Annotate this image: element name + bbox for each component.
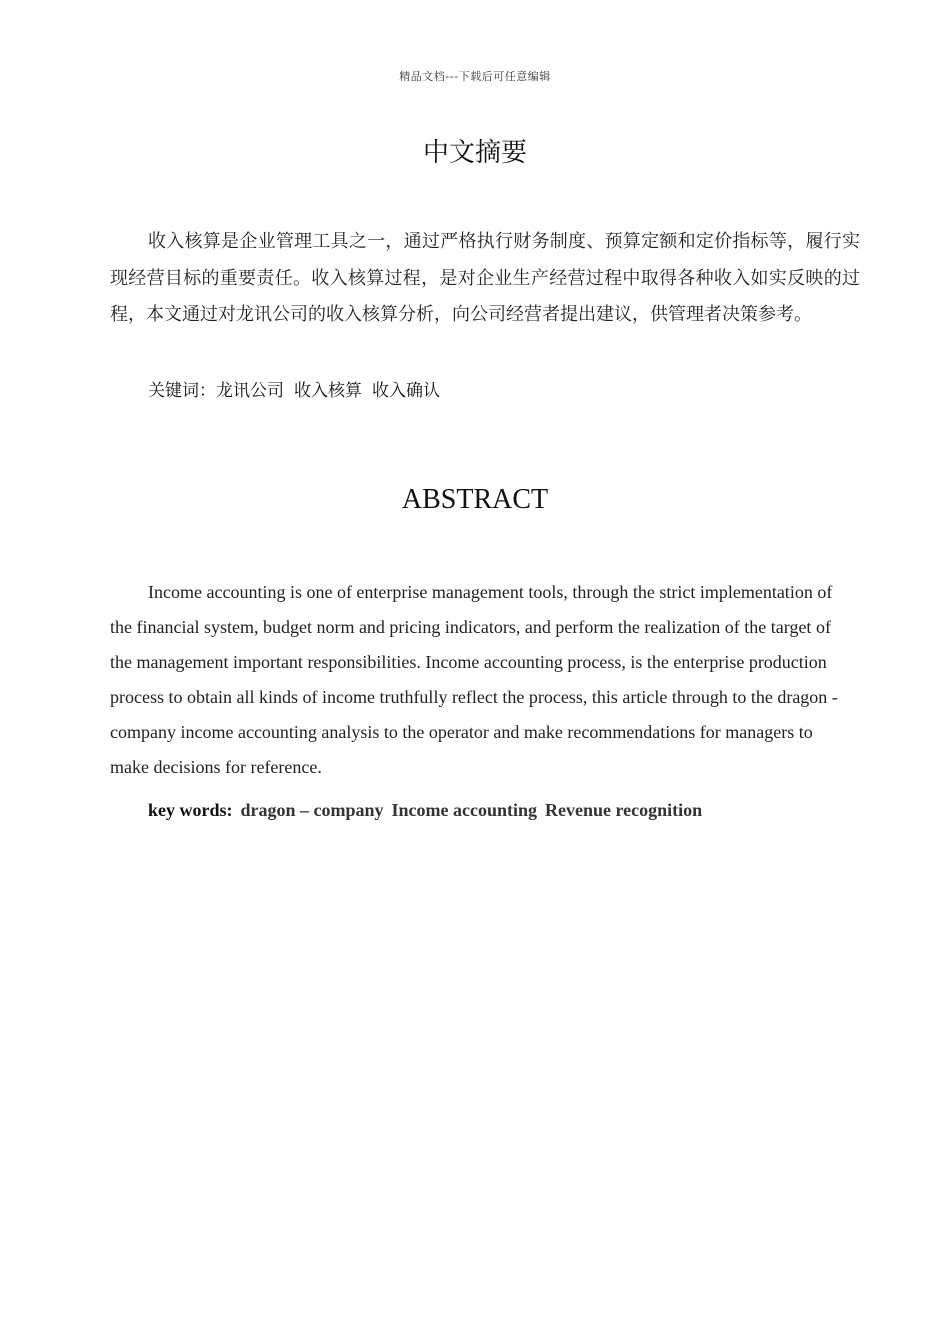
english-keyword: Income accounting (391, 800, 538, 820)
chinese-keyword: 收入确认 (372, 381, 440, 401)
chinese-abstract-title: 中文摘要 (422, 138, 527, 168)
chinese-keyword: 收入核算 (294, 381, 362, 401)
english-keywords-label: key words: (148, 800, 233, 820)
english-abstract-title: ABSTRACT (401, 484, 549, 515)
english-keywords (148, 800, 702, 821)
english-abstract-body: Income accounting is one of enterprise management tools, through the strict implementation of the financial system, budget norm and pricing indicators, and perform the realization of the target of the management important responsibilities. Income accounting process, is the enterprise production process to obtain all kinds of income truthfully reflect the process, this article through to the dragon - company income accounting analysis to the operator and make recommendations for managers to make decisions for reference. (110, 582, 838, 777)
page-header-note: 精品文档---下载后可任意编辑 (399, 70, 551, 83)
chinese-abstract-body: 收入核算是企业管理工具之一，通过严格执行财务制度、预算定额和定价指标等，履行实现经营目标的重要责任。收入核算过程，是对企业生产经营过程中取得各种收入如实反映的过程，本文通过对龙讯公司的收入核算分析，向公司经营者提出建议，供管理者决策参考。 (110, 231, 860, 325)
chinese-keywords (148, 376, 440, 401)
english-keyword: Revenue recognition (545, 800, 703, 820)
chinese-keywords-label: 关键词： (148, 381, 216, 401)
chinese-keyword: 龙讯公司 (216, 381, 284, 401)
english-keyword: dragon – company (240, 800, 384, 820)
